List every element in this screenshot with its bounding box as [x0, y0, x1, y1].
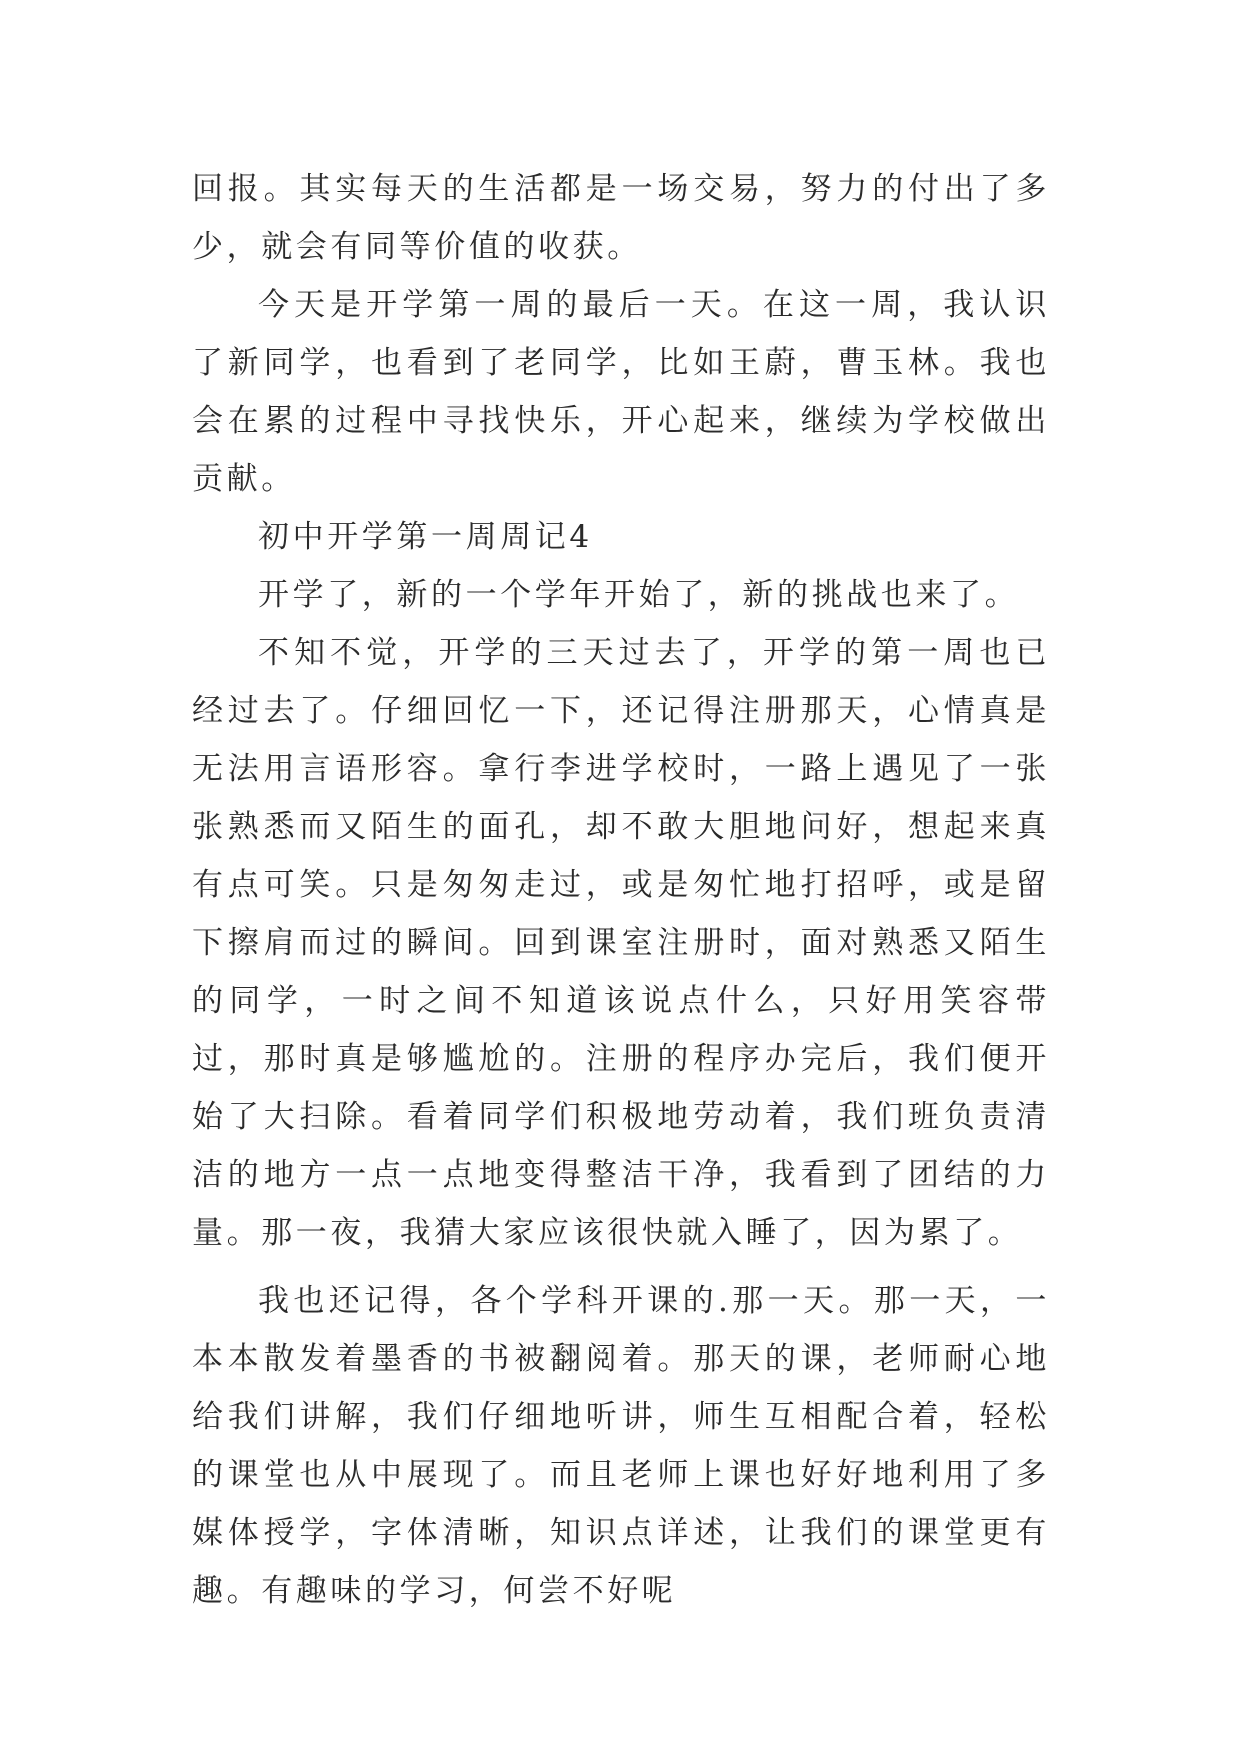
paragraph-classes: 我也还记得，各个学科开课的.那一天。那一天，一本本散发着墨香的书被翻阅着。那天的课，老师耐心地给我们讲解，我们仔细地听讲，师生互相配合着，轻松的课堂也从中展现了。而且老师上课也好好地利用了多媒体授学，字体清晰，知识点详述，让我们的课堂更有趣。有趣味的学习，何尝不好呢	[192, 1283, 1050, 1609]
document-body	[192, 160, 1050, 1620]
paragraph-first-week: 今天是开学第一周的最后一天。在这一周，我认识了新同学，也看到了老同学，比如王蔚，曹玉林。我也会在累的过程中寻找快乐，开心起来，继续为学校做出贡献。	[192, 287, 1050, 497]
paragraph-continuation: 回报。其实每天的生活都是一场交易，努力的付出了多少，就会有同等价值的收获。	[192, 171, 1050, 265]
paragraph-registration: 不知不觉，开学的三天过去了，开学的第一周也已经过去了。仔细回忆一下，还记得注册那天，心情真是无法用言语形容。拿行李进学校时，一路上遇见了一张张熟悉而又陌生的面孔，却不敢大胆地问好，想起来真有点可笑。只是匆匆走过，或是匆忙地打招呼，或是留下擦肩而过的瞬间。回到课室注册时，面对熟悉又陌生的同学，一时之间不知道该说点什么，只好用笑容带过，那时真是够尴尬的。注册的程序办完后，我们便开始了大扫除。看着同学们积极地劳动着，我们班负责清洁的地方一点一点地变得整洁干净，我看到了团结的力量。那一夜，我猜大家应该很快就入睡了，因为累了。	[192, 635, 1050, 1251]
section-heading: 初中开学第一周周记4	[258, 519, 593, 555]
paragraph-school-start: 开学了，新的一个学年开始了，新的挑战也来了。	[258, 577, 1020, 613]
